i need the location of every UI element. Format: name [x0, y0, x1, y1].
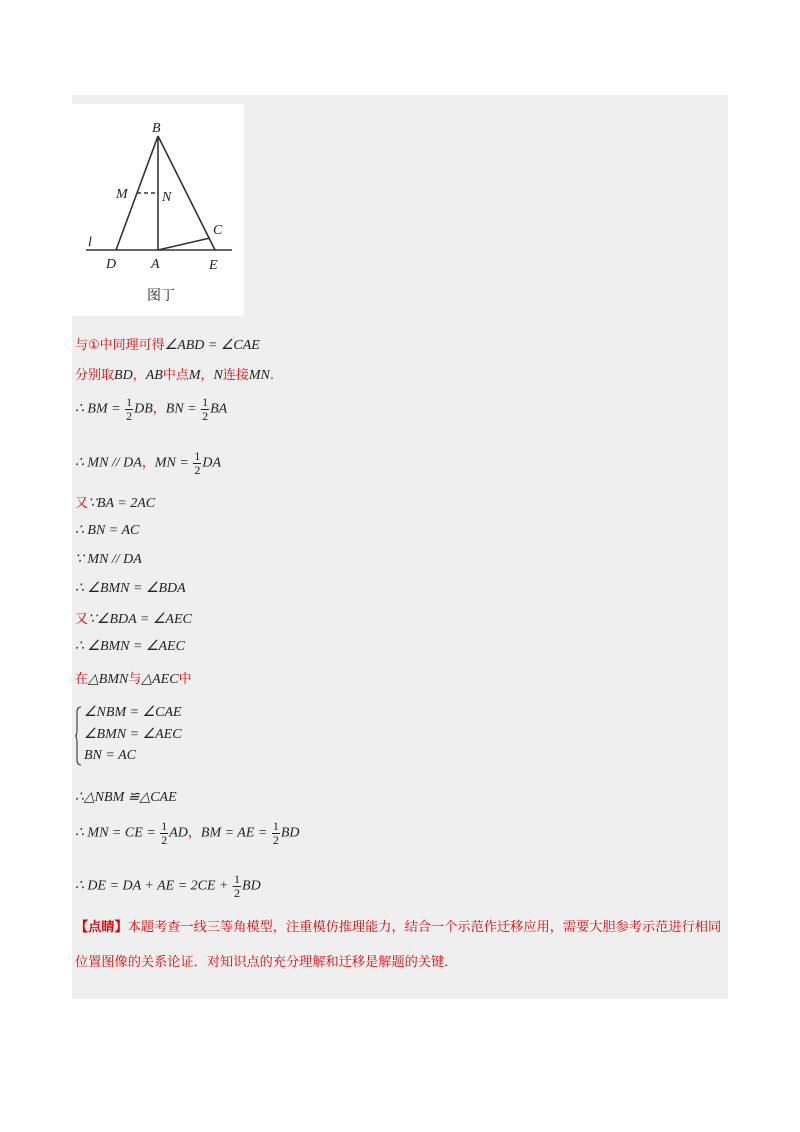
denominator: 2 — [161, 833, 168, 847]
fraction — [193, 450, 201, 477]
numerator: 1 — [272, 819, 279, 833]
system-row: BN = AC — [84, 748, 136, 763]
fraction — [160, 820, 168, 847]
label-E: E — [209, 258, 218, 273]
text-red: ， — [141, 455, 155, 471]
math: BD — [280, 825, 300, 841]
text-red: 与 — [128, 672, 142, 687]
text-red: . — [269, 368, 275, 383]
math: ∵ MN // DA — [75, 552, 142, 567]
proof-line-1 — [75, 334, 260, 354]
numerator: 1 — [194, 449, 201, 463]
geometry-figure — [72, 104, 244, 316]
denominator: 2 — [234, 886, 241, 900]
brace-icon — [75, 706, 81, 766]
text-red: ， — [132, 368, 146, 383]
fraction — [201, 396, 209, 423]
text-red: 又 — [75, 612, 89, 627]
math: △BMN — [88, 672, 129, 687]
comment-heading: 【点睛】 — [75, 920, 128, 935]
fraction — [272, 820, 280, 847]
proof-line-10 — [75, 638, 185, 655]
label-N: N — [162, 190, 172, 205]
math: ∴ MN = CE = — [75, 825, 156, 841]
proof-line-3 — [75, 396, 227, 423]
fraction — [125, 396, 133, 423]
text-red: ， — [187, 825, 201, 841]
math: ∴△NBM ≌△CAE — [75, 790, 177, 805]
label-D: D — [106, 257, 117, 272]
math: ∴ BM = — [75, 401, 121, 417]
math: MN = — [154, 455, 189, 471]
math: △AEC — [141, 672, 179, 687]
proof-line-14 — [75, 873, 261, 900]
proof-line-9 — [75, 608, 192, 628]
math: ∴ ∠BMN = ∠BDA — [75, 581, 186, 596]
text-red: 又 — [75, 496, 89, 511]
denominator: 2 — [202, 409, 209, 423]
proof-line-12 — [75, 789, 177, 806]
label-A: A — [151, 257, 160, 272]
denominator: 2 — [126, 409, 133, 423]
math: ∴ ∠BMN = ∠AEC — [75, 639, 185, 654]
math: ∴ MN // DA — [75, 455, 142, 471]
figure-caption: 图丁 — [147, 288, 175, 304]
text-red: 在 — [75, 672, 89, 687]
proof-line-6 — [75, 522, 139, 539]
label-C: C — [213, 223, 223, 238]
math: ∵BA = 2AC — [88, 496, 156, 511]
proof-line-13 — [75, 820, 300, 847]
comment-paragraph — [75, 910, 725, 980]
math: AB — [145, 368, 163, 383]
math: ∵∠BDA = ∠AEC — [88, 612, 192, 627]
denominator: 2 — [272, 833, 279, 847]
triangle-diagram — [72, 104, 244, 316]
math: ∴ BN = AC — [75, 523, 140, 538]
math: BN = — [165, 401, 197, 417]
fraction — [233, 873, 241, 900]
text-red: 分别取 — [75, 368, 115, 383]
math: M — [188, 368, 201, 383]
system-row: ∠BMN = ∠AEC — [84, 727, 182, 742]
math: ∴ DE = DA + AE = 2CE + — [75, 878, 229, 894]
math: ∠ABD = ∠CAE — [164, 338, 260, 353]
proof-line-2 — [75, 364, 274, 384]
proof-line-4 — [75, 450, 221, 477]
label-l: l — [88, 235, 92, 250]
math: BD — [114, 368, 133, 383]
comment-body: 本题考查一线三等角模型，注重模仿推理能力，结合一个示范作迁移应用，需要大胆参考示范进行相同位置图像的关系论证．对知识点的充分理解和迁移是解题的关键． — [75, 920, 722, 970]
text-red: 与①中同理可得 — [75, 338, 165, 353]
text-red: ， — [152, 401, 166, 417]
numerator: 1 — [161, 819, 168, 833]
math: DB — [134, 401, 153, 417]
segment-AC — [158, 238, 210, 250]
numerator: 1 — [234, 872, 241, 886]
proof-line-8 — [75, 580, 186, 597]
text-red: 连接 — [222, 368, 249, 383]
math: BM = AE = — [200, 825, 268, 841]
math: N — [213, 368, 223, 383]
proof-line-7 — [75, 551, 142, 568]
text-red: 中点 — [162, 368, 189, 383]
text-red: ， — [200, 368, 214, 383]
math: BA — [210, 401, 228, 417]
math: BD — [242, 878, 261, 894]
text-red: 中 — [178, 672, 192, 687]
math: MN — [248, 368, 270, 383]
math: DA — [202, 455, 221, 471]
system-row: ∠NBM = ∠CAE — [84, 705, 182, 720]
proof-line-5 — [75, 492, 155, 512]
denominator: 2 — [194, 463, 201, 477]
label-B: B — [152, 121, 161, 136]
numerator: 1 — [126, 395, 133, 409]
numerator: 1 — [202, 395, 209, 409]
math: AD — [169, 825, 188, 841]
label-M: M — [116, 187, 128, 202]
proof-line-11 — [75, 668, 192, 688]
